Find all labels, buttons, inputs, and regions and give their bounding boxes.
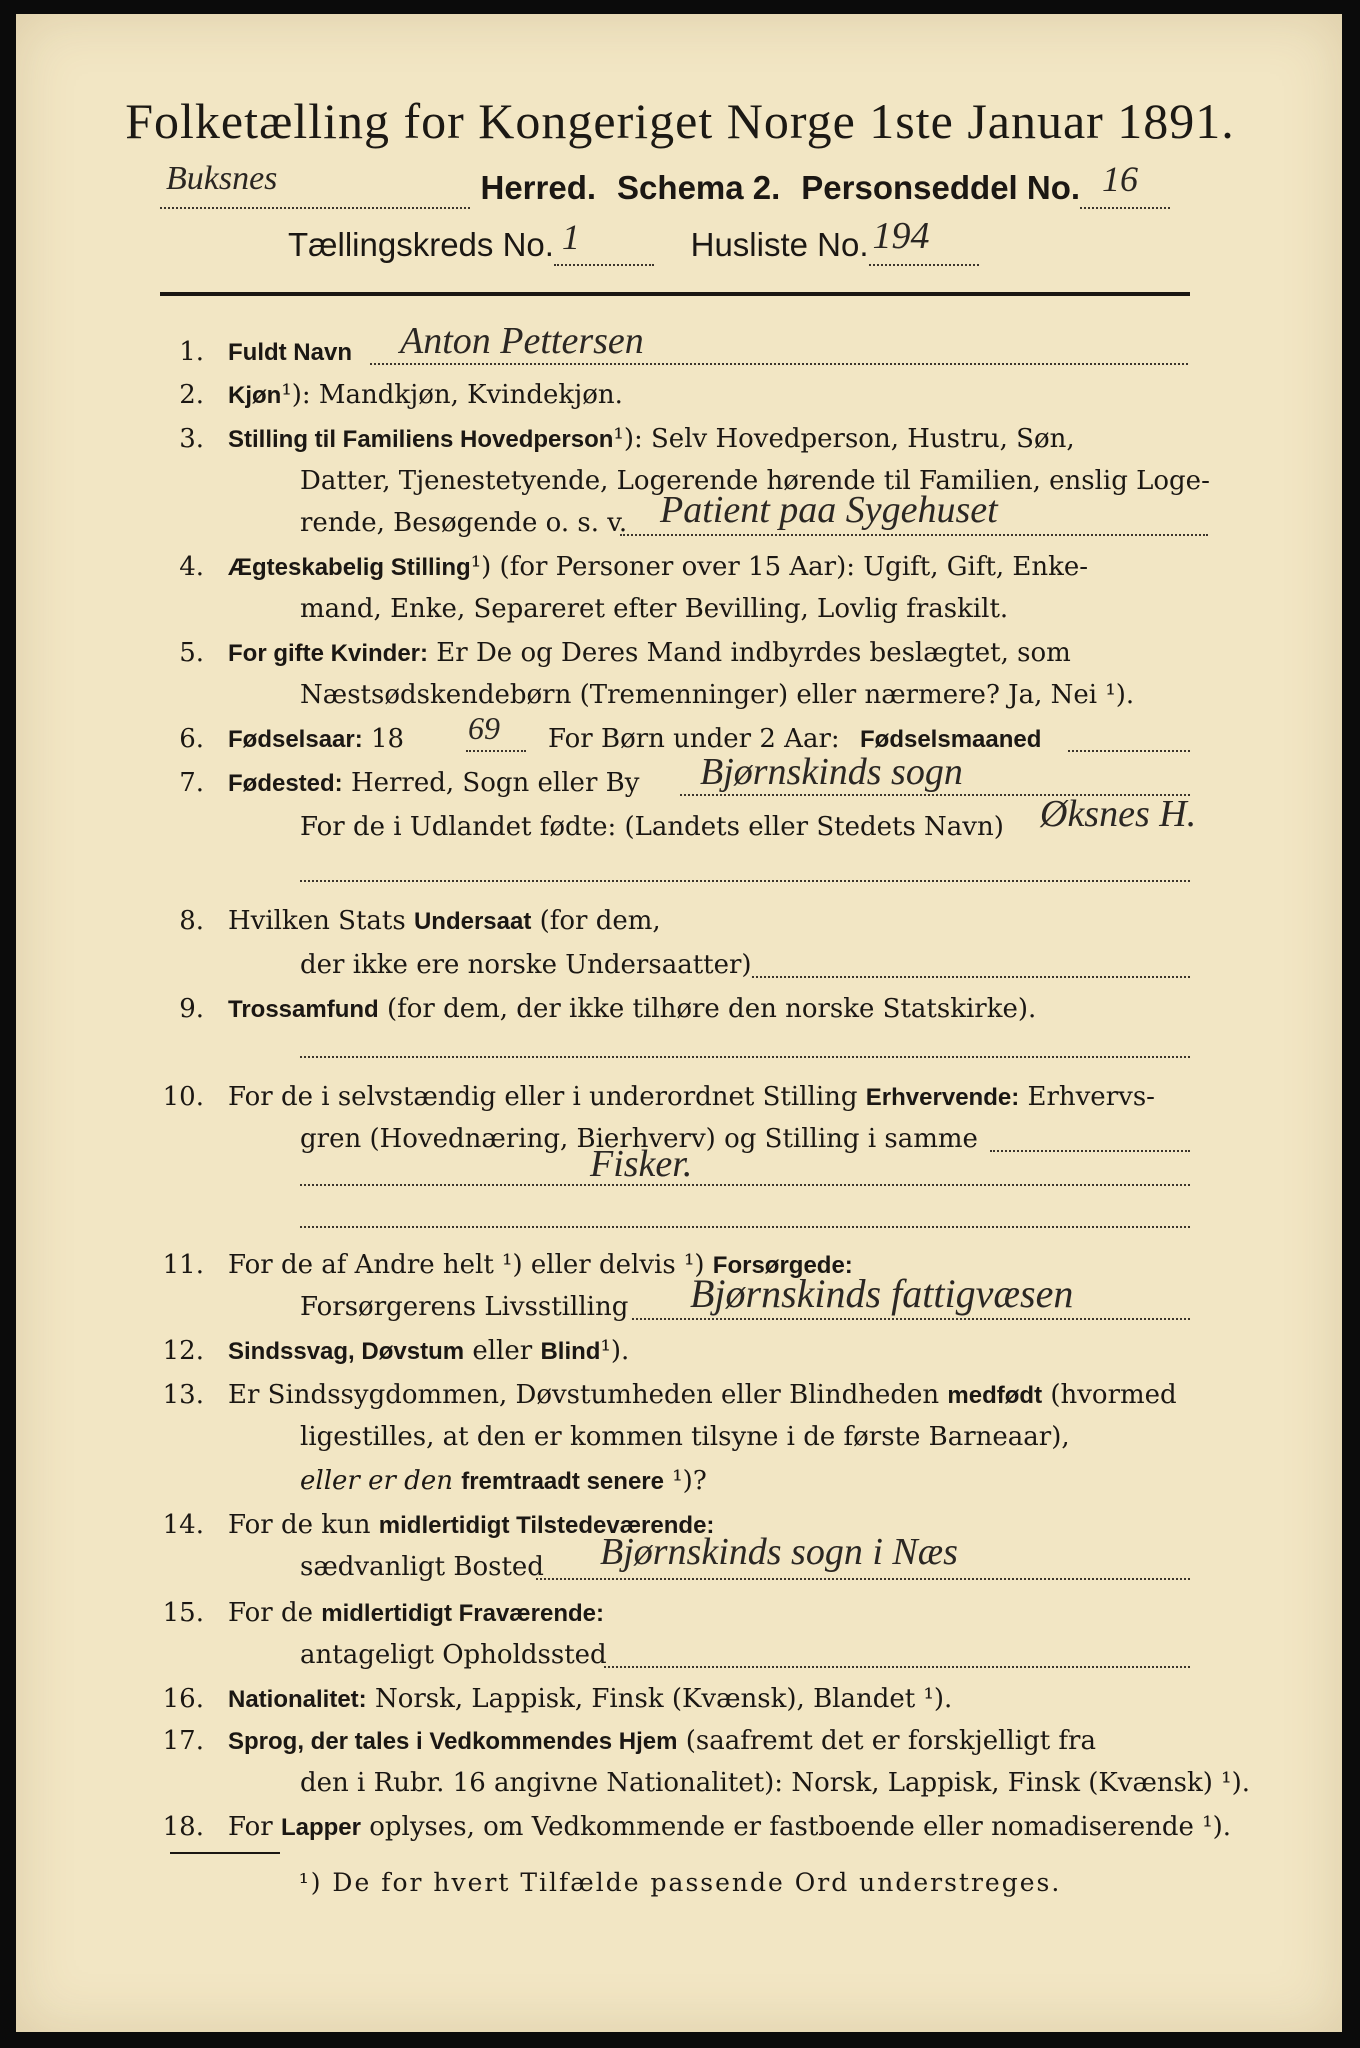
herred-value: Buksnes [166,160,278,197]
question-text: ligestilles, at den er kommen tilsyne i de første Barneaar), [300,1422,1070,1452]
herred-line [160,159,1170,209]
answer-line [620,534,1208,536]
question-label: For gifte Kvinder: [228,640,429,667]
herred-label: Herred. [480,169,597,206]
question-number: 17. [162,1726,204,1756]
answer-line [370,363,1188,365]
header-rule [160,292,1190,296]
question-text: eller er den [300,1466,453,1496]
question-text: mand, Enke, Separeret efter Bevilling, Lovlig fraskilt. [300,594,1009,624]
herred-field [160,160,470,209]
question-text: Herred, Sogn eller By [350,768,640,798]
answer-line [1068,750,1190,752]
usual-residence-answer: Bjørnskinds sogn i Næs [600,1531,958,1573]
question-label: medfødt [947,1382,1043,1409]
question-text: rende, Besøgende o. s. v. [300,508,628,538]
question-number: 5. [179,638,204,668]
question-text: antageligt Opholdssted [300,1640,607,1670]
question-label: Fødested: [228,770,343,797]
family-position-answer: Patient paa Sygehuset [660,489,998,531]
question-label: midlertidigt Tilstedeværende: [378,1512,715,1539]
question-text: gren (Hovednæring, Bierhverv) og Stilling i samme [300,1124,978,1154]
kreds-label: Tællingskreds No. [288,226,554,263]
question-number: 12. [162,1336,204,1366]
birth-year-answer: 69 [468,710,500,746]
question-text: Datter, Tjenestetyende, Logerende hørende til Familien, enslig Loge- [300,466,1210,496]
question-label: Nationalitet: [228,1686,367,1713]
kreds-line [288,215,979,266]
answer-line [300,1184,1190,1186]
question-label: Erhvervende: [865,1084,1020,1111]
question-text: (hvormed [1050,1380,1177,1410]
footnote-rule [170,1852,280,1854]
answer-line [990,1150,1190,1152]
question-text: Forsørgerens Livsstilling [300,1292,629,1322]
full-name-answer: Anton Pettersen [400,320,644,362]
question-label: Stilling til Familiens Hovedperson [228,426,614,453]
foreign-birthplace-answer: Øksnes H. [1040,793,1197,835]
question-number: 11. [162,1250,204,1280]
question-text: Er De og Deres Mand indbyrdes beslægtet, som [436,638,1071,668]
provider-answer: Bjørnskinds fattigvæsen [690,1271,1074,1316]
answer-line [536,1578,1190,1580]
question-text: ¹). [600,1336,630,1366]
question-label: Forsørgede: [712,1252,853,1279]
question-text: For [228,1812,273,1842]
question-number: 15. [162,1598,204,1628]
question-text: 18 [370,724,405,754]
question-text: Er Sindssygdommen, Døvstumheden eller Blindheden [228,1380,940,1410]
personseddel-label: Personseddel No. [801,169,1081,206]
schema-label: Schema 2. [617,169,781,206]
question-number: 18. [162,1812,204,1842]
question-label: Fuldt Navn [228,339,352,366]
question-text: eller [472,1336,533,1366]
question-label: Fødselsaar: [228,726,363,753]
question-text: For de i Udlandet fødte: (Landets eller Stedets Navn) [300,812,1004,842]
question-label: Blind [540,1338,601,1365]
question-number: 16. [162,1684,204,1714]
question-number: 14. [162,1510,204,1540]
question-label: Ægteskabelig Stilling [228,554,471,581]
footnote: ¹) De for hvert Tilfælde passende Ord understreges. [298,1868,1062,1897]
question-number: 10. [162,1082,204,1112]
question-number: 1. [179,337,204,367]
question-number: 3. [179,424,204,454]
question-text: oplyses, om Vedkommende er fastboende eller nomadiserende ¹). [369,1812,1232,1842]
question-label: Kjøn [228,382,282,409]
question-text: (for dem, [539,906,661,936]
husliste-label: Husliste No. [690,226,869,263]
question-number: 8. [179,906,204,936]
question-text: sædvanligt Bosted [300,1552,544,1582]
question-text: der ikke ere norske Undersaatter) [300,950,752,980]
question-label: Fødselsmaaned [860,726,1042,753]
question-label: midlertidigt Fraværende: [321,1600,604,1627]
question-label: Undersaat [413,908,532,935]
question-label: Trossamfund [228,996,379,1023]
question-text: den i Rubr. 16 angivne Nationalitet): Norsk, Lappisk, Finsk (Kvænsk) ¹). [300,1768,1251,1798]
answer-line [300,880,1190,882]
personseddel-field [1080,159,1170,209]
question-number: 6. [179,724,204,754]
question-label: Sprog, der tales i Vedkommendes Hjem [228,1728,678,1755]
question-number: 4. [179,552,204,582]
question-text: For de af Andre helt ¹) eller delvis ¹) [228,1250,705,1280]
husliste-value: 194 [872,215,930,257]
question-label: Lapper [280,1814,361,1841]
husliste-field [869,215,979,266]
answer-line [466,750,526,752]
question-text: For de i selvstændig eller i underordnet Stilling [228,1082,858,1112]
kreds-value: 1 [561,217,580,257]
question-label: fremtraadt senere [461,1468,664,1495]
question-text: ¹): Selv Hovedperson, Hustru, Søn, [613,424,1075,454]
question-number: 7. [179,768,204,798]
question-text: ¹)? [672,1466,707,1496]
birthplace-answer: Bjørnskinds sogn [700,751,963,793]
question-text: For de kun [228,1510,371,1540]
question-text: Erhvervs- [1027,1082,1155,1112]
question-text: (for dem, der ikke tilhøre den norske Statskirke). [386,994,1037,1024]
personseddel-value: 16 [1102,159,1139,199]
question-text: Norsk, Lappisk, Finsk (Kvænsk), Blandet ¹). [374,1684,953,1714]
question-label: Sindssvag, Døvstum [228,1338,465,1365]
answer-line [752,976,1190,978]
question-number: 2. [179,380,204,410]
question-text: ¹): Mandkjøn, Kvindekjøn. [281,380,623,410]
question-text: (saafremt det er forskjelligt fra [685,1726,1096,1756]
occupation-answer: Fisker. [590,1143,693,1185]
form-title: Folketælling for Kongeriget Norge 1ste Januar 1891. [125,93,1235,149]
answer-line [300,1226,1190,1228]
answer-line [300,1056,1190,1058]
question-text: ¹) (for Personer over 15 Aar): Ugift, Gift, Enke- [470,552,1089,582]
question-text: Næstsødskendebørn (Tremenninger) eller nærmere? Ja, Nei ¹). [300,680,1135,710]
question-text: For Børn under 2 Aar: [548,724,840,754]
question-text: For de [228,1598,313,1628]
answer-line [604,1666,1190,1668]
question-text: Hvilken Stats [228,906,406,936]
question-number: 13. [162,1380,204,1410]
question-number: 9. [179,994,204,1024]
answer-line [632,1318,1190,1320]
kreds-field [554,217,654,266]
